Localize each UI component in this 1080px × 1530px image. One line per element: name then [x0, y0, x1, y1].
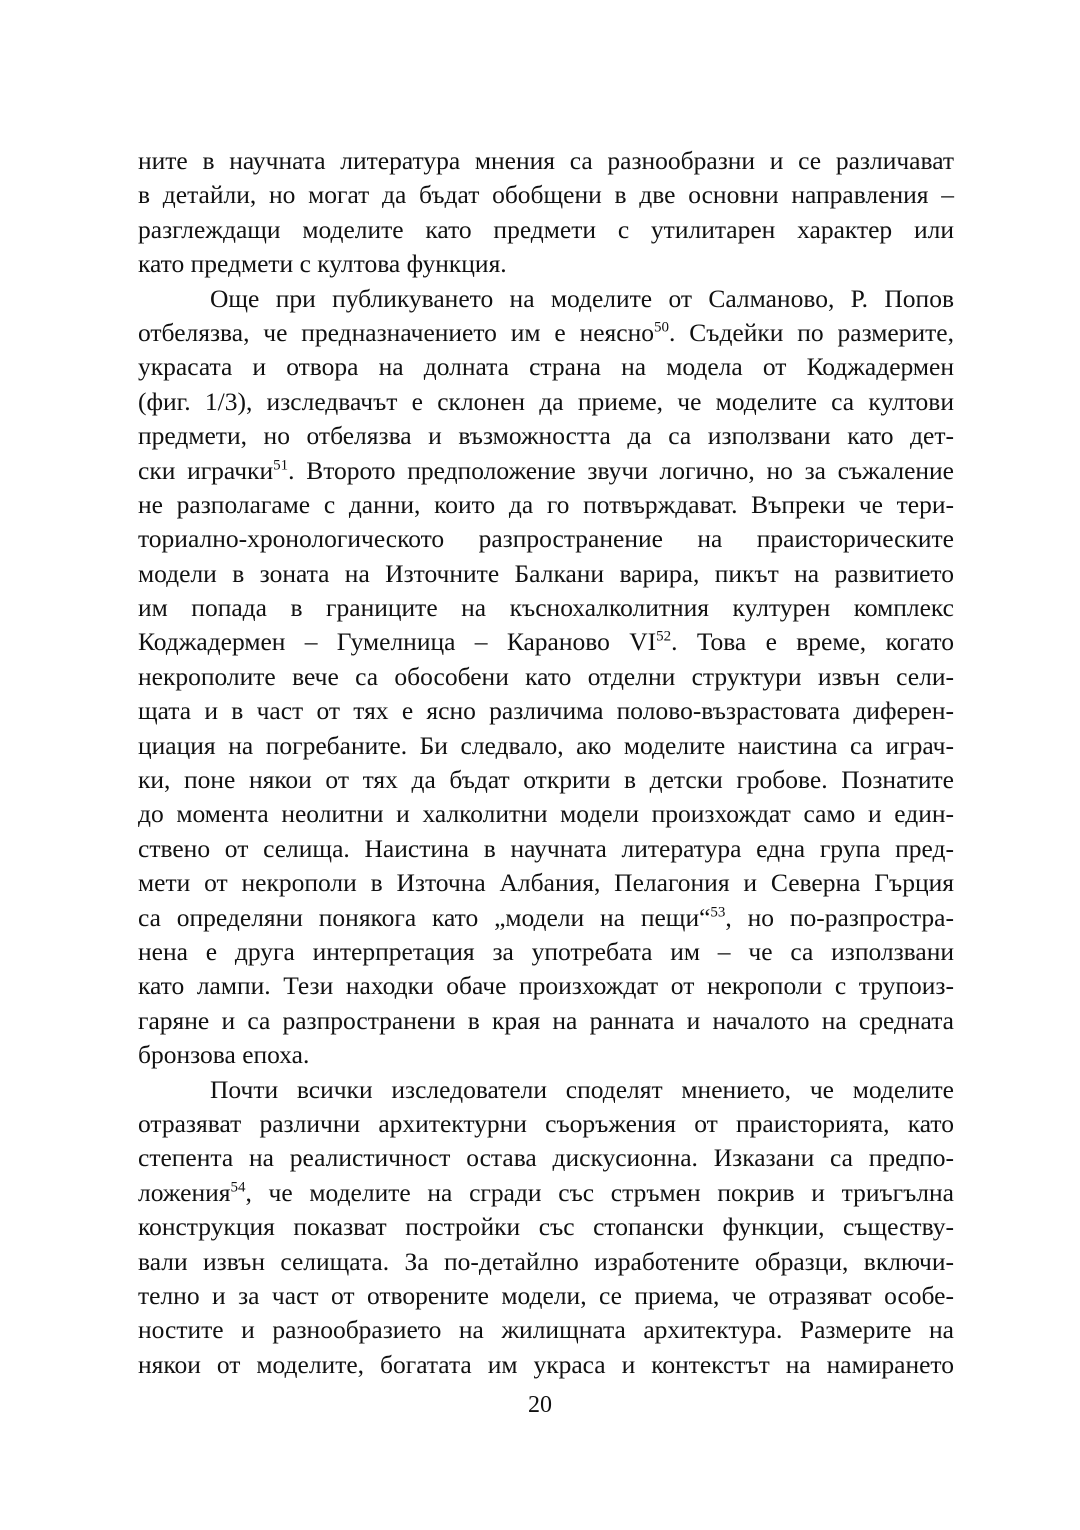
- text-line: ториално-хронологическото разпространение на праисторическите: [138, 524, 954, 554]
- text-line: модели в зоната на Източните Балкани варира, пикът на развитието: [138, 558, 954, 588]
- footnote-ref-51: 51: [273, 457, 289, 474]
- text-segment: . Съдейки по размерите,: [669, 317, 954, 347]
- text-line: циация на погребаните. Би следвало, ако моделите наистина са играч-: [138, 730, 954, 760]
- text-line: [138, 316, 954, 350]
- text-line: в детайли, но могат да бъдат обобщени в две основни направления –: [138, 180, 954, 210]
- text-line: мети от некрополи в Източна Албания, Пелагония и Северна Гърция: [138, 868, 954, 898]
- text-segment: отбелязва, че предназначението им е неясно: [138, 317, 655, 347]
- text-line: [138, 901, 954, 935]
- text-line: им попада в границите на къснохалколитния културен комплекс: [138, 593, 954, 623]
- text-line: Почти всички изследователи споделят мнението, че моделите: [210, 1074, 954, 1104]
- text-line: като лампи. Тези находки обаче произхождат от некрополи с трупоиз-: [138, 971, 954, 1001]
- text-segment: , но по-разпростра-: [725, 902, 954, 932]
- text-line: ки, поне някои от тях да бъдат открити в детски гробове. Познатите: [138, 765, 954, 795]
- text-line: Още при публикуването на моделите от Салманово, Р. Попов: [210, 283, 954, 313]
- text-line: разглеждащи моделите като предмети с утилитарен характер или: [138, 214, 954, 244]
- body-text: [138, 144, 954, 1382]
- text-line: не разполагаме с данни, които да го потвърждават. Въпреки че тери-: [138, 489, 954, 519]
- text-line: ните в научната литература мнения са разнообразни и се различават: [138, 146, 954, 175]
- text-line: предмети, но отбелязва и възможността да са използвани като дет-: [138, 421, 954, 451]
- text-line: като предмети с култова функция.: [138, 249, 507, 279]
- paragraph-3: [138, 1073, 954, 1383]
- text-line: (фиг. 1/3), изследвачът е склонен да приеме, че моделите са култови: [138, 386, 954, 416]
- text-segment: Коджадермен – Гумелница – Караново VI: [138, 627, 657, 657]
- paragraph-2: [138, 282, 954, 1073]
- footnote-ref-54: 54: [230, 1179, 246, 1196]
- page-number: 20: [528, 1392, 552, 1418]
- text-line: гаряне и са разпространени в края на ранната и началото на средната: [138, 1005, 954, 1035]
- text-line: [138, 454, 954, 488]
- text-line: някои от моделите, богатата им украса и контекстът на намирането: [138, 1349, 954, 1379]
- text-segment: са определяни понякога като „модели на пещи“: [138, 902, 711, 932]
- text-segment: . Второто предположение звучи логично, но за съжаление: [288, 455, 954, 485]
- text-line: степента на реалистичност остава дискусионна. Изказани са предпо-: [138, 1143, 954, 1173]
- text-line: нена е друга интерпретация за употребата им – че са използвани: [138, 936, 954, 966]
- text-line: некрополите вече са обособени като отделни структури извън сели-: [138, 661, 954, 691]
- text-segment: ски играчки: [138, 455, 274, 485]
- text-segment: ложения: [138, 1177, 231, 1207]
- text-line: отразяват различни архитектурни съоръжения от праисторията, като: [138, 1108, 954, 1138]
- paragraph-1: [138, 144, 954, 282]
- footnote-ref-52: 52: [656, 628, 672, 645]
- text-line: вали извън селищата. За по-детайлно изработените образци, включи-: [138, 1246, 954, 1276]
- text-line: щата и в част от тях е ясно различима полово-възрастовата диферен-: [138, 696, 954, 726]
- text-line: украсата и отвора на долната страна на модела от Коджадермен: [138, 352, 954, 382]
- text-line: до момента неолитни и халколитни модели произхождат само и един-: [138, 799, 954, 829]
- text-line: ностите и разнообразието на жилищната архитектура. Размерите на: [138, 1315, 954, 1345]
- text-line: [138, 1176, 954, 1210]
- footnote-ref-50: 50: [654, 319, 670, 336]
- text-segment: , че моделите на сгради със стръмен покрив и триъгълна: [245, 1177, 954, 1207]
- text-segment: . Това е време, когато: [671, 627, 954, 657]
- text-line: бронзова епоха.: [138, 1040, 310, 1070]
- text-line: конструкция показват постройки със стопански функции, съществу-: [138, 1212, 954, 1242]
- text-line: [138, 625, 954, 659]
- text-line: ствено от селища. Наистина в научната литература една група пред-: [138, 833, 954, 863]
- text-line: телно и за част от отворените модели, се приема, че отразяват особе-: [138, 1280, 954, 1310]
- footnote-ref-53: 53: [710, 904, 726, 921]
